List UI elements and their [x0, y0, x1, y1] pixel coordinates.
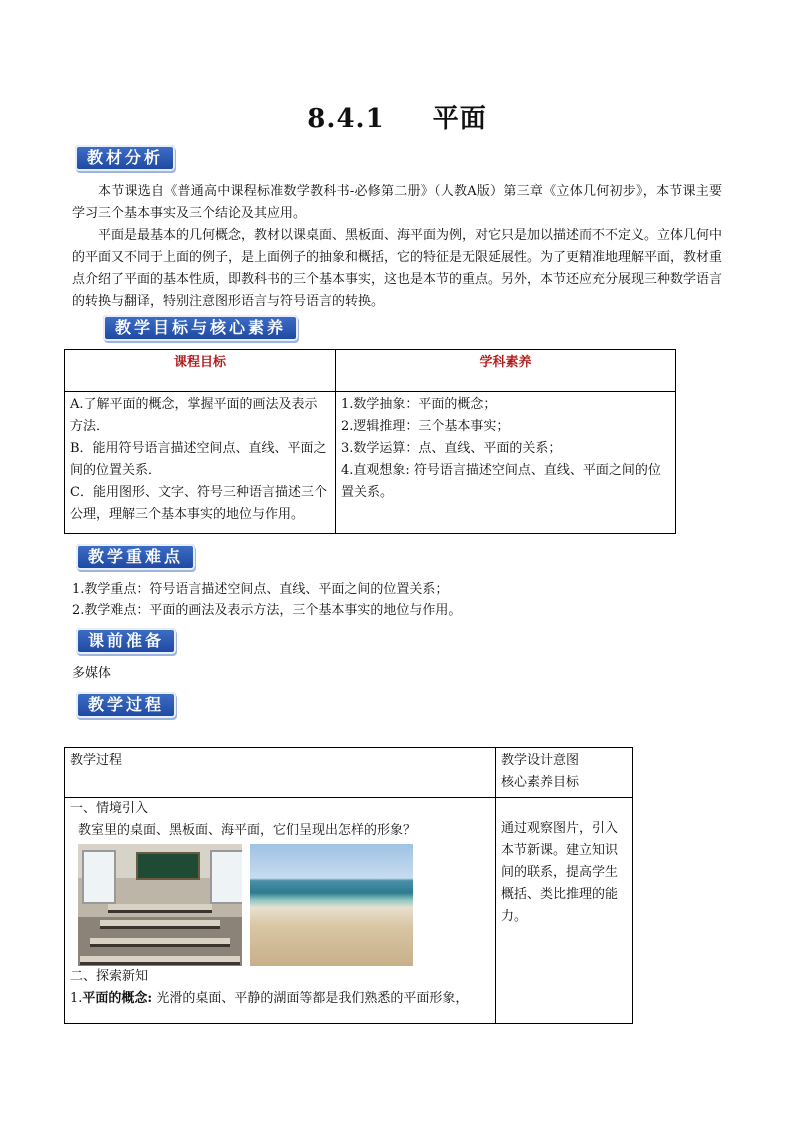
explore-heading: 二、探索新知 [70, 969, 149, 984]
section-keypoints: 教学重难点 [76, 544, 195, 570]
intro-heading: 一、情境引入 [70, 801, 149, 816]
process-header-intent [496, 748, 633, 798]
concept-label: 平面的概念: [82, 991, 153, 1006]
keypoint-focus: 1.教学重点：符号语言描述空间点、直线、平面之间的位置关系； [72, 582, 449, 597]
intro-images [70, 844, 490, 966]
intro-question: 教室里的桌面、黑板面、海平面，它们呈现出怎样的形象？ [78, 823, 417, 838]
sea-image [250, 844, 413, 966]
goals-header-literacy: 学科素养 [336, 350, 676, 392]
goals-table [64, 349, 676, 534]
concept-text: 光滑的桌面、平静的湖面等都是我们熟悉的平面形象， [156, 991, 469, 1006]
intent-header-line2: 核心素养目标 [501, 775, 580, 790]
process-content-cell [65, 798, 496, 1024]
intent-header-line1: 教学设计意图 [501, 753, 580, 768]
goals-header-course: 课程目标 [65, 350, 336, 392]
prep-text: 多媒体 [72, 666, 112, 681]
design-intent-cell: 通过观察图片，引入本节新课。建立知识间的联系，提高学生概括、类比推理的能力。 [496, 798, 633, 1024]
lesson-number: 8.4.1 [307, 104, 385, 134]
section-goals: 教学目标与核心素养 [103, 315, 298, 341]
classroom-image [78, 844, 242, 966]
process-header-main: 教学过程 [65, 748, 496, 798]
section-analysis: 教材分析 [75, 145, 175, 171]
process-table [64, 747, 633, 1024]
concept-line: 1.平面的概念: 光滑的桌面、平静的湖面等都是我们熟悉的平面形象， [70, 991, 469, 1006]
goals-literacy-cell: 1.数学抽象：平面的概念； 2.逻辑推理：三个基本事实； 3.数学运算：点、直线、平面的关系； 4.直观想象: 符号语言描述空间点、直线、平面之间的位置关系。 [336, 392, 676, 534]
analysis-paragraph-2: 平面是最基本的几何概念，教材以课桌面、黑板面、海平面为例，对它只是加以描述而不不定义。立体几何中的平面又不同于上面的例子，是上面例子的抽象和概括，它的特征是无限延展性。为了更精准地理解平面，教材重点介绍了平面的基本性质，即教科书的三个基本事实，这也是本节的重点。另外，本节还应充分展现三种数学语言的转换与翻译，特别注意图形语言与符号语言的转换。 [72, 228, 723, 309]
lesson-title: 平面 [432, 104, 487, 134]
goals-course-cell: A.了解平面的概念，掌握平面的画法及表示方法． B．能用符号语言描述空间点、直线、平面之间的位置关系． C．能用图形、文字、符号三种语言描述三个公理，理解三个基本事实的地位与作用。 [65, 392, 336, 534]
analysis-paragraph-1: 本节课选自《普通高中课程标准数学教科书-必修第二册》（人教A版）第三章《立体几何初步》，本节课主要学习三个基本事实及三个结论及其应用。 [72, 184, 722, 221]
page-title [0, 98, 794, 135]
keypoint-difficulty: 2.教学难点：平面的画法及表示方法，三个基本事实的地位与作用。 [72, 603, 462, 618]
section-process: 教学过程 [76, 692, 176, 718]
section-prep: 课前准备 [76, 628, 176, 654]
